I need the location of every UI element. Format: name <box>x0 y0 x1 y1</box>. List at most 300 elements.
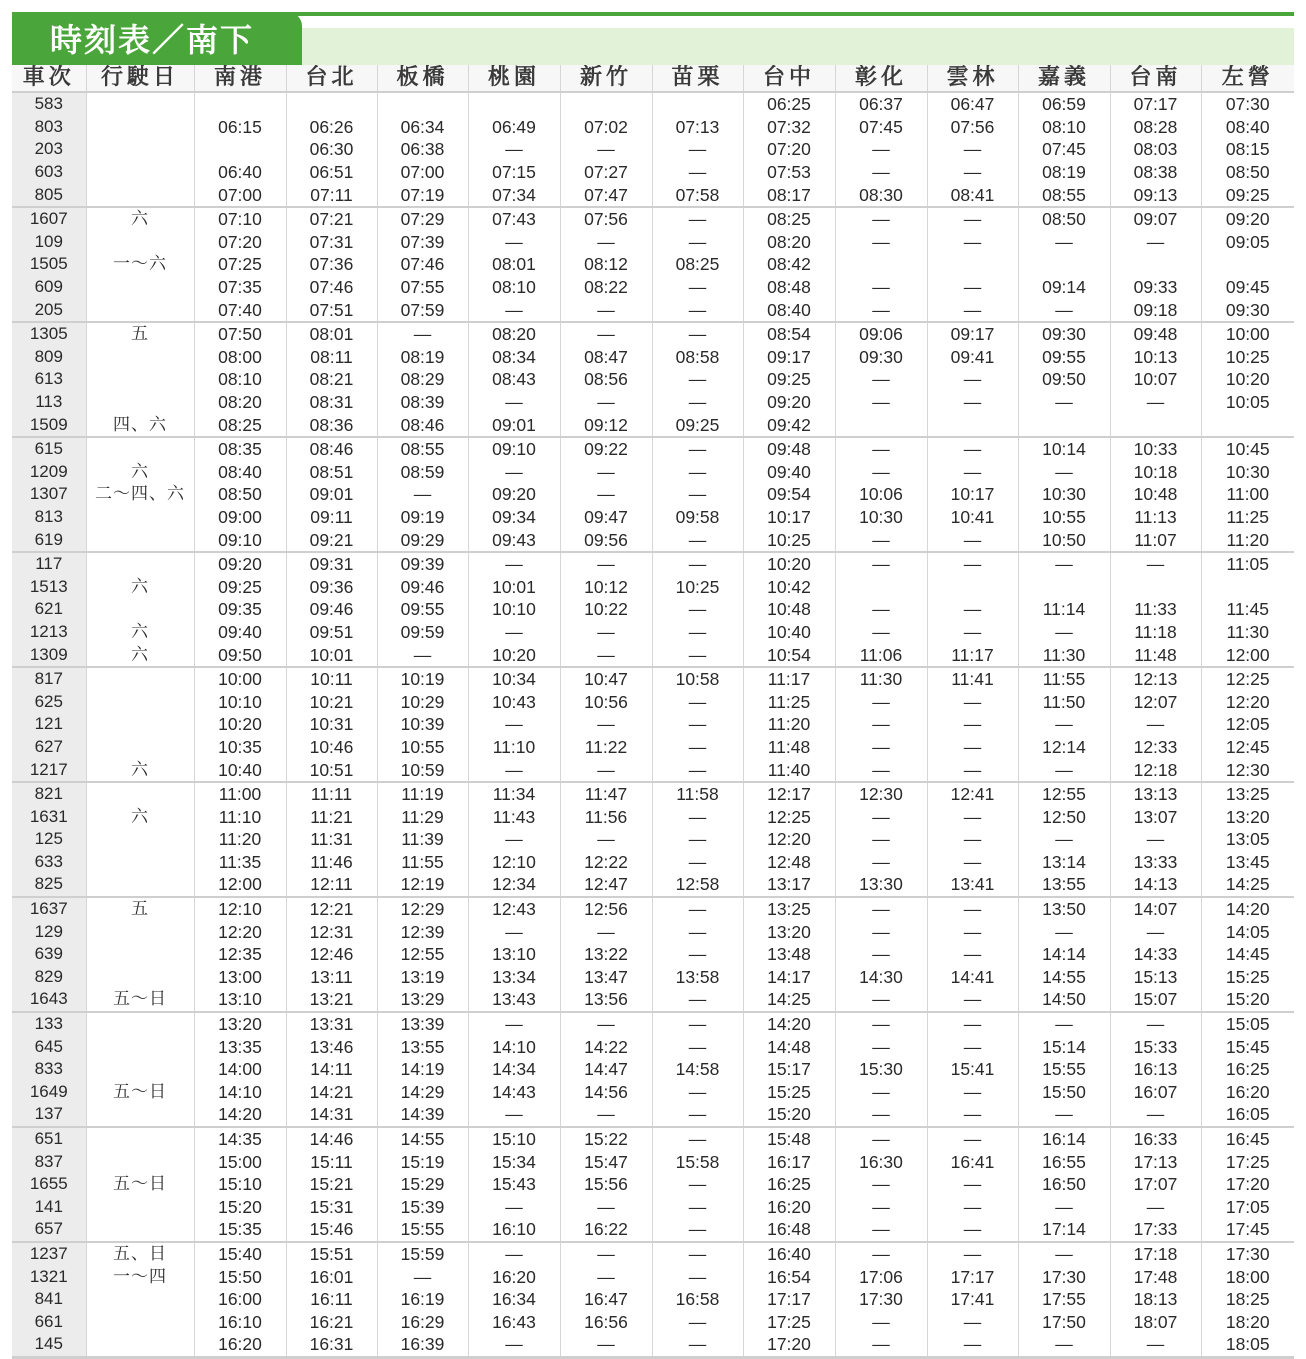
departure-time-cell: 17:14 <box>1018 1218 1110 1242</box>
departure-time-cell: 09:18 <box>1110 298 1201 322</box>
operating-days-cell: 六 <box>86 207 194 231</box>
table-row <box>12 736 1294 759</box>
no-stop-cell: — <box>927 1127 1018 1151</box>
departure-time-cell: 08:17 <box>743 183 835 207</box>
operating-days-cell <box>86 161 194 184</box>
departure-time-cell: 08:50 <box>194 483 286 506</box>
train-number-cell: 661 <box>12 1310 86 1333</box>
departure-time-cell: 06:38 <box>377 138 468 161</box>
departure-time-cell: 09:21 <box>286 528 377 552</box>
departure-time-cell: 14:11 <box>286 1058 377 1081</box>
operating-days-cell <box>86 828 194 851</box>
departure-time-cell: 07:51 <box>286 298 377 322</box>
departure-time-cell: 06:40 <box>194 161 286 184</box>
no-stop-cell: — <box>652 207 743 231</box>
departure-time-cell: 15:50 <box>194 1265 286 1288</box>
departure-time-cell: 09:59 <box>377 621 468 644</box>
train-number-cell: 113 <box>12 391 86 414</box>
departure-time-cell: 10:48 <box>1110 483 1201 506</box>
train-number-cell: 133 <box>12 1012 86 1036</box>
departure-time-cell: 11:33 <box>1110 598 1201 621</box>
departure-time-cell <box>835 575 927 598</box>
departure-time-cell: 16:07 <box>1110 1081 1201 1104</box>
departure-time-cell: 13:39 <box>377 1012 468 1036</box>
departure-time-cell: 13:33 <box>1110 851 1201 874</box>
no-stop-cell: — <box>927 758 1018 782</box>
operating-days-cell <box>86 1150 194 1173</box>
train-number-cell: 109 <box>12 231 86 254</box>
departure-time-cell: 10:47 <box>560 667 652 691</box>
departure-time-cell: 07:45 <box>1018 138 1110 161</box>
departure-time-cell <box>927 575 1018 598</box>
no-stop-cell: — <box>835 461 927 484</box>
departure-time-cell: 14:25 <box>743 988 835 1012</box>
table-row <box>12 322 1294 346</box>
no-stop-cell: — <box>468 713 560 736</box>
table-row <box>12 920 1294 943</box>
train-number-cell: 1307 <box>12 483 86 506</box>
departure-time-cell: 06:26 <box>286 116 377 139</box>
departure-time-cell <box>652 92 743 116</box>
departure-time-cell: 13:20 <box>1201 805 1294 828</box>
operating-days-cell <box>86 506 194 529</box>
departure-time-cell: 16:10 <box>468 1218 560 1242</box>
departure-time-cell: 11:58 <box>652 782 743 806</box>
no-stop-cell: — <box>468 1103 560 1127</box>
departure-time-cell: 15:11 <box>286 1150 377 1173</box>
departure-time-cell: 13:41 <box>927 873 1018 897</box>
departure-time-cell: 13:10 <box>194 988 286 1012</box>
departure-time-cell: 09:51 <box>286 621 377 644</box>
departure-time-cell: 16:47 <box>560 1288 652 1311</box>
table-row <box>12 1173 1294 1196</box>
departure-time-cell <box>194 92 286 116</box>
train-number-cell: 1643 <box>12 988 86 1012</box>
no-stop-cell: — <box>835 920 927 943</box>
no-stop-cell: — <box>835 1333 927 1357</box>
departure-time-cell: 08:34 <box>468 346 560 369</box>
departure-time-cell: 08:25 <box>194 413 286 437</box>
departure-time-cell: 09:17 <box>927 322 1018 346</box>
table-row <box>12 851 1294 874</box>
train-number-cell: 621 <box>12 598 86 621</box>
departure-time-cell: 10:25 <box>743 528 835 552</box>
no-stop-cell: — <box>652 391 743 414</box>
no-stop-cell: — <box>927 851 1018 874</box>
operating-days-cell <box>86 713 194 736</box>
departure-time-cell: 13:56 <box>560 988 652 1012</box>
departure-time-cell: 10:13 <box>1110 346 1201 369</box>
no-stop-cell: — <box>835 988 927 1012</box>
departure-time-cell: 10:10 <box>194 690 286 713</box>
departure-time-cell: 10:46 <box>286 736 377 759</box>
no-stop-cell: — <box>652 1196 743 1219</box>
train-number-cell: 825 <box>12 873 86 897</box>
departure-time-cell: 07:29 <box>377 207 468 231</box>
departure-time-cell: 10:59 <box>377 758 468 782</box>
column-header-station: 台中 <box>743 65 835 92</box>
operating-days-cell: 六 <box>86 461 194 484</box>
departure-time-cell: 07:20 <box>743 138 835 161</box>
departure-time-cell: 09:22 <box>560 437 652 461</box>
departure-time-cell: 15:47 <box>560 1150 652 1173</box>
departure-time-cell: 12:34 <box>468 873 560 897</box>
departure-time-cell: 13:30 <box>835 873 927 897</box>
departure-time-cell: 15:35 <box>194 1218 286 1242</box>
train-number-cell: 1309 <box>12 643 86 667</box>
departure-time-cell: 08:58 <box>652 346 743 369</box>
departure-time-cell: 17:48 <box>1110 1265 1201 1288</box>
departure-time-cell: 14:50 <box>1018 988 1110 1012</box>
no-stop-cell: — <box>652 298 743 322</box>
column-header-station: 南港 <box>194 65 286 92</box>
departure-time-cell: 17:30 <box>835 1288 927 1311</box>
no-stop-cell: — <box>1018 231 1110 254</box>
no-stop-cell: — <box>468 1242 560 1266</box>
departure-time-cell: 08:15 <box>1201 138 1294 161</box>
departure-time-cell <box>1201 253 1294 276</box>
departure-time-cell: 09:20 <box>1201 207 1294 231</box>
no-stop-cell: — <box>652 552 743 576</box>
departure-time-cell: 16:31 <box>286 1333 377 1357</box>
departure-time-cell: 16:33 <box>1110 1127 1201 1151</box>
departure-time-cell: 08:48 <box>743 276 835 299</box>
departure-time-cell: 12:48 <box>743 851 835 874</box>
no-stop-cell: — <box>377 322 468 346</box>
train-number-cell: 203 <box>12 138 86 161</box>
departure-time-cell <box>560 92 652 116</box>
departure-time-cell: 08:35 <box>194 437 286 461</box>
no-stop-cell: — <box>835 368 927 391</box>
no-stop-cell: — <box>560 1196 652 1219</box>
departure-time-cell: 07:17 <box>1110 92 1201 116</box>
departure-time-cell: 15:20 <box>1201 988 1294 1012</box>
departure-time-cell: 10:35 <box>194 736 286 759</box>
departure-time-cell: 10:17 <box>927 483 1018 506</box>
no-stop-cell: — <box>1018 1196 1110 1219</box>
departure-time-cell: 16:34 <box>468 1288 560 1311</box>
departure-time-cell: 11:40 <box>743 758 835 782</box>
no-stop-cell: — <box>835 1103 927 1127</box>
no-stop-cell: — <box>835 851 927 874</box>
timetable-body <box>12 92 1294 1357</box>
departure-time-cell: 08:21 <box>286 368 377 391</box>
no-stop-cell: — <box>652 736 743 759</box>
train-number-cell: 1213 <box>12 621 86 644</box>
departure-time-cell: 07:30 <box>1201 92 1294 116</box>
departure-time-cell: 13:20 <box>194 1012 286 1036</box>
table-row <box>12 276 1294 299</box>
departure-time-cell: 12:39 <box>377 920 468 943</box>
table-row <box>12 298 1294 322</box>
departure-time-cell: 09:19 <box>377 506 468 529</box>
departure-time-cell: 10:07 <box>1110 368 1201 391</box>
departure-time-cell: 07:00 <box>377 161 468 184</box>
no-stop-cell: — <box>560 1103 652 1127</box>
departure-time-cell: 15:59 <box>377 1242 468 1266</box>
departure-time-cell: 08:40 <box>743 298 835 322</box>
departure-time-cell: 07:46 <box>286 276 377 299</box>
no-stop-cell: — <box>560 552 652 576</box>
departure-time-cell <box>1110 253 1201 276</box>
departure-time-cell: 10:45 <box>1201 437 1294 461</box>
departure-time-cell: 14:30 <box>835 966 927 989</box>
departure-time-cell: 15:30 <box>835 1058 927 1081</box>
departure-time-cell: 14:35 <box>194 1127 286 1151</box>
no-stop-cell: — <box>927 231 1018 254</box>
departure-time-cell <box>835 253 927 276</box>
departure-time-cell: 07:46 <box>377 253 468 276</box>
departure-time-cell: 12:47 <box>560 873 652 897</box>
train-number-cell: 615 <box>12 437 86 461</box>
departure-time-cell: 13:20 <box>743 920 835 943</box>
departure-time-cell: 09:54 <box>743 483 835 506</box>
train-number-cell: 633 <box>12 851 86 874</box>
departure-time-cell: 13:46 <box>286 1035 377 1058</box>
departure-time-cell: 14:19 <box>377 1058 468 1081</box>
departure-time-cell: 17:55 <box>1018 1288 1110 1311</box>
departure-time-cell: 12:20 <box>194 920 286 943</box>
departure-time-cell: 14:17 <box>743 966 835 989</box>
departure-time-cell: 07:02 <box>560 116 652 139</box>
departure-time-cell: 11:43 <box>468 805 560 828</box>
departure-time-cell: 08:47 <box>560 346 652 369</box>
departure-time-cell: 15:19 <box>377 1150 468 1173</box>
departure-time-cell: 17:13 <box>1110 1150 1201 1173</box>
departure-time-cell: 10:20 <box>468 643 560 667</box>
departure-time-cell: 17:45 <box>1201 1218 1294 1242</box>
departure-time-cell <box>835 413 927 437</box>
train-number-cell: 129 <box>12 920 86 943</box>
no-stop-cell: — <box>835 736 927 759</box>
operating-days-cell <box>86 1310 194 1333</box>
operating-days-cell <box>86 598 194 621</box>
departure-time-cell: 16:20 <box>1201 1081 1294 1104</box>
operating-days-cell: 五 <box>86 322 194 346</box>
operating-days-cell <box>86 116 194 139</box>
table-row <box>12 161 1294 184</box>
departure-time-cell: 16:56 <box>560 1310 652 1333</box>
no-stop-cell: — <box>377 483 468 506</box>
operating-days-cell <box>86 1035 194 1058</box>
train-number-cell: 1509 <box>12 413 86 437</box>
no-stop-cell: — <box>560 758 652 782</box>
departure-time-cell: 16:48 <box>743 1218 835 1242</box>
no-stop-cell: — <box>468 621 560 644</box>
operating-days-cell <box>86 276 194 299</box>
departure-time-cell: 10:34 <box>468 667 560 691</box>
no-stop-cell: — <box>1018 1012 1110 1036</box>
departure-time-cell: 11:31 <box>286 828 377 851</box>
operating-days-cell <box>86 782 194 806</box>
table-row <box>12 1310 1294 1333</box>
table-row <box>12 1196 1294 1219</box>
no-stop-cell: — <box>560 483 652 506</box>
no-stop-cell: — <box>377 1265 468 1288</box>
column-header-station: 左營 <box>1201 65 1294 92</box>
no-stop-cell: — <box>835 690 927 713</box>
no-stop-cell: — <box>468 138 560 161</box>
departure-time-cell: 12:55 <box>377 943 468 966</box>
departure-time-cell: 11:20 <box>194 828 286 851</box>
column-header-train: 車次 <box>12 65 86 92</box>
departure-time-cell: 09:07 <box>1110 207 1201 231</box>
no-stop-cell: — <box>560 461 652 484</box>
no-stop-cell: — <box>652 1218 743 1242</box>
departure-time-cell: 16:20 <box>743 1196 835 1219</box>
no-stop-cell: — <box>560 1012 652 1036</box>
no-stop-cell: — <box>652 897 743 921</box>
operating-days-cell <box>86 1058 194 1081</box>
no-stop-cell: — <box>1110 391 1201 414</box>
departure-time-cell: 14:45 <box>1201 943 1294 966</box>
train-number-cell: 583 <box>12 92 86 116</box>
departure-time-cell: 12:19 <box>377 873 468 897</box>
departure-time-cell: 09:58 <box>652 506 743 529</box>
departure-time-cell: 13:00 <box>194 966 286 989</box>
no-stop-cell: — <box>835 161 927 184</box>
departure-time-cell: 09:48 <box>1110 322 1201 346</box>
departure-time-cell: 11:18 <box>1110 621 1201 644</box>
departure-time-cell: 14:58 <box>652 1058 743 1081</box>
departure-time-cell: 06:25 <box>743 92 835 116</box>
departure-time-cell <box>468 92 560 116</box>
no-stop-cell: — <box>927 1333 1018 1357</box>
departure-time-cell: 10:56 <box>560 690 652 713</box>
departure-time-cell: 10:01 <box>468 575 560 598</box>
no-stop-cell: — <box>927 138 1018 161</box>
departure-time-cell: 16:05 <box>1201 1103 1294 1127</box>
operating-days-cell: 五～日 <box>86 1081 194 1104</box>
departure-time-cell: 12:14 <box>1018 736 1110 759</box>
no-stop-cell: — <box>835 207 927 231</box>
departure-time-cell: 18:13 <box>1110 1288 1201 1311</box>
departure-time-cell: 11:00 <box>1201 483 1294 506</box>
departure-time-cell: 11:17 <box>927 643 1018 667</box>
departure-time-cell: 10:33 <box>1110 437 1201 461</box>
departure-time-cell: 14:46 <box>286 1127 377 1151</box>
departure-time-cell: 08:11 <box>286 346 377 369</box>
departure-time-cell: 13:25 <box>1201 782 1294 806</box>
no-stop-cell: — <box>927 1035 1018 1058</box>
train-number-cell: 837 <box>12 1150 86 1173</box>
departure-time-cell: 06:15 <box>194 116 286 139</box>
departure-time-cell: 18:07 <box>1110 1310 1201 1333</box>
train-number-cell: 1607 <box>12 207 86 231</box>
table-row <box>12 552 1294 576</box>
departure-time-cell: 17:07 <box>1110 1173 1201 1196</box>
no-stop-cell: — <box>835 943 927 966</box>
departure-time-cell: 06:30 <box>286 138 377 161</box>
departure-time-cell: 11:11 <box>286 782 377 806</box>
departure-time-cell: 17:50 <box>1018 1310 1110 1333</box>
departure-time-cell: 10:14 <box>1018 437 1110 461</box>
timetable <box>12 65 1294 1359</box>
departure-time-cell: 12:17 <box>743 782 835 806</box>
no-stop-cell: — <box>927 805 1018 828</box>
departure-time-cell: 12:05 <box>1201 713 1294 736</box>
operating-days-cell <box>86 1288 194 1311</box>
train-number-cell: 1237 <box>12 1242 86 1266</box>
departure-time-cell: 08:41 <box>927 183 1018 207</box>
departure-time-cell: 10:00 <box>1201 322 1294 346</box>
no-stop-cell: — <box>927 988 1018 1012</box>
departure-time-cell: 16:19 <box>377 1288 468 1311</box>
no-stop-cell: — <box>927 437 1018 461</box>
departure-time-cell: 14:13 <box>1110 873 1201 897</box>
departure-time-cell: 15:05 <box>1201 1012 1294 1036</box>
no-stop-cell: — <box>1110 920 1201 943</box>
departure-time-cell: 12:30 <box>1201 758 1294 782</box>
no-stop-cell: — <box>468 231 560 254</box>
departure-time-cell: 11:07 <box>1110 528 1201 552</box>
departure-time-cell <box>1018 575 1110 598</box>
no-stop-cell: — <box>927 298 1018 322</box>
departure-time-cell: 08:20 <box>194 391 286 414</box>
departure-time-cell: 07:36 <box>286 253 377 276</box>
table-row <box>12 1058 1294 1081</box>
operating-days-cell <box>86 368 194 391</box>
departure-time-cell <box>927 253 1018 276</box>
departure-time-cell: 11:35 <box>194 851 286 874</box>
departure-time-cell: 15:14 <box>1018 1035 1110 1058</box>
train-number-cell: 117 <box>12 552 86 576</box>
departure-time-cell: 11:30 <box>1018 643 1110 667</box>
departure-time-cell: 06:51 <box>286 161 377 184</box>
departure-time-cell: 10:20 <box>194 713 286 736</box>
departure-time-cell: 10:51 <box>286 758 377 782</box>
no-stop-cell: — <box>927 736 1018 759</box>
departure-time-cell: 15:43 <box>468 1173 560 1196</box>
no-stop-cell: — <box>927 713 1018 736</box>
departure-time-cell: 07:34 <box>468 183 560 207</box>
departure-time-cell <box>1201 575 1294 598</box>
departure-time-cell: 16:54 <box>743 1265 835 1288</box>
departure-time-cell: 12:43 <box>468 897 560 921</box>
departure-time-cell: 15:58 <box>652 1150 743 1173</box>
departure-time-cell: 08:00 <box>194 346 286 369</box>
departure-time-cell: 09:43 <box>468 528 560 552</box>
departure-time-cell: 06:49 <box>468 116 560 139</box>
departure-time-cell: 11:05 <box>1201 552 1294 576</box>
departure-time-cell: 10:01 <box>286 643 377 667</box>
departure-time-cell: 15:20 <box>743 1103 835 1127</box>
departure-time-cell: 08:19 <box>1018 161 1110 184</box>
train-number-cell: 821 <box>12 782 86 806</box>
no-stop-cell: — <box>927 368 1018 391</box>
departure-time-cell: 08:19 <box>377 346 468 369</box>
departure-time-cell: 14:55 <box>1018 966 1110 989</box>
departure-time-cell: 07:45 <box>835 116 927 139</box>
train-number-cell: 609 <box>12 276 86 299</box>
table-row <box>12 943 1294 966</box>
departure-time-cell: 13:29 <box>377 988 468 1012</box>
departure-time-cell: 12:50 <box>1018 805 1110 828</box>
departure-time-cell: 08:01 <box>286 322 377 346</box>
header-title-tab <box>12 12 302 65</box>
departure-time-cell: 12:00 <box>1201 643 1294 667</box>
departure-time-cell: 13:55 <box>377 1035 468 1058</box>
departure-time-cell: 07:10 <box>194 207 286 231</box>
departure-time-cell: 10:41 <box>927 506 1018 529</box>
no-stop-cell: — <box>1110 1196 1201 1219</box>
operating-days-cell <box>86 437 194 461</box>
departure-time-cell: 16:39 <box>377 1333 468 1357</box>
departure-time-cell: 07:55 <box>377 276 468 299</box>
no-stop-cell: — <box>927 920 1018 943</box>
departure-time-cell: 10:50 <box>1018 528 1110 552</box>
departure-time-cell: 15:51 <box>286 1242 377 1266</box>
